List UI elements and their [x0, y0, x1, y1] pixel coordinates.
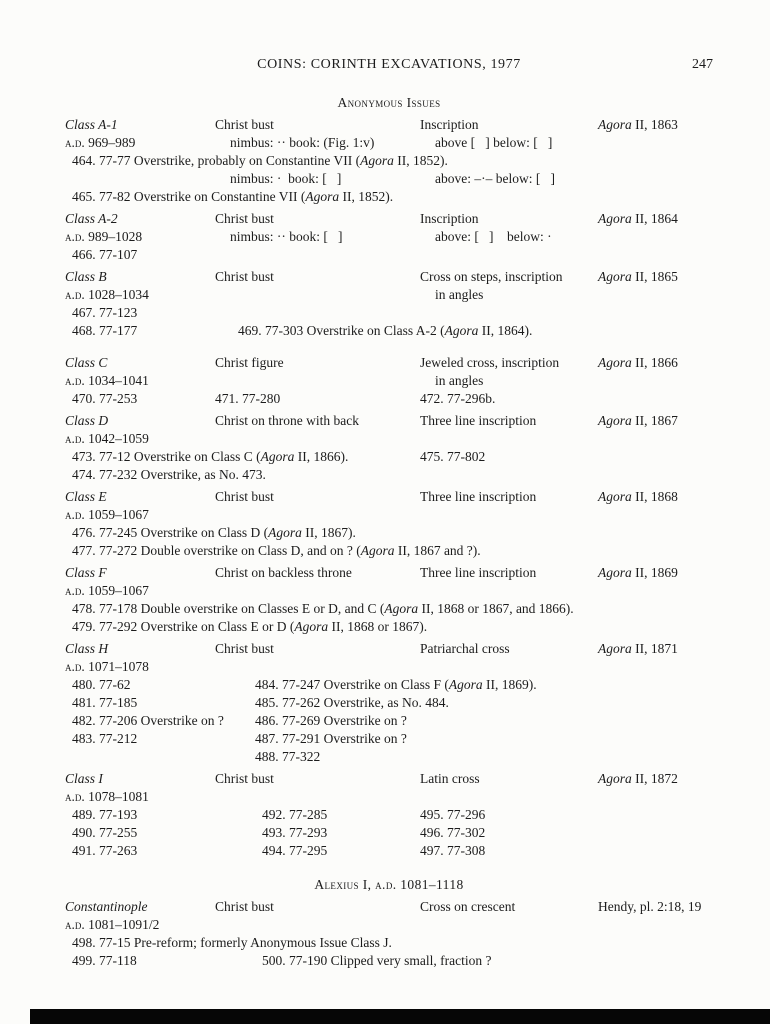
catalog-number: 493. 77-293 — [262, 825, 328, 840]
reverse-description: Three line inscription — [420, 565, 537, 580]
overstrike-note: 473. 77-12 Overstrike on Class C (Agora II, 1866). — [72, 449, 349, 464]
reverse-detail: above: [ ] below: · — [435, 229, 552, 244]
class-name: Class E — [65, 489, 107, 504]
obverse-detail: nimbus: ·· book: (Fig. 1:v) — [230, 135, 375, 150]
reference: Agora II, 1864 — [598, 211, 678, 226]
catalog-number: 483. 77-212 — [72, 731, 138, 746]
overstrike-note: 477. 77-272 Double overstrike on Class D, and on ? (Agora II, 1867 and ?). — [72, 543, 481, 558]
catalog-number: 480. 77-62 — [72, 677, 131, 692]
entry-class-f — [65, 564, 713, 636]
catalog-number: 467. 77-123 — [72, 305, 138, 320]
obverse-detail: nimbus: ·· book: [ ] — [230, 229, 343, 244]
catalog-number: 496. 77-302 — [420, 825, 486, 840]
reference: Agora II, 1869 — [598, 565, 678, 580]
page-content — [65, 0, 713, 974]
catalog-note: 500. 77-190 Clipped very small, fraction ? — [262, 953, 492, 968]
entry-class-c — [65, 354, 713, 408]
entry-constantinople — [65, 898, 713, 970]
reference: Agora II, 1871 — [598, 641, 678, 656]
reverse-description: Patriarchal cross — [420, 641, 510, 656]
date-range: a.d. 1078–1081 — [65, 789, 149, 804]
catalog-number: 481. 77-185 — [72, 695, 138, 710]
entry-class-a2 — [65, 210, 713, 264]
reverse-description: Cross on steps, inscription — [420, 269, 563, 284]
catalog-number: 470. 77-253 — [72, 391, 138, 406]
obverse-description: Christ on throne with back — [215, 413, 359, 428]
page-title: COINS: CORINTH EXCAVATIONS, 1977 — [257, 57, 521, 72]
class-name: Class I — [65, 771, 103, 786]
date-range: a.d. 1081–1091/2 — [65, 917, 160, 932]
overstrike-note: 464. 77-77 Overstrike, probably on Constantine VII (Agora II, 1852). — [72, 153, 448, 168]
page-header — [65, 56, 713, 74]
overstrike-note: 478. 77-178 Double overstrike on Classes E or D, and C (Agora II, 1868 or 1867, and 1866). — [72, 601, 574, 616]
catalog-number: 468. 77-177 — [72, 323, 138, 338]
catalog-number: 471. 77-280 — [215, 391, 281, 406]
overstrike-note: 465. 77-82 Overstrike on Constantine VII (Agora II, 1852). — [72, 189, 394, 204]
overstrike-note: 476. 77-245 Overstrike on Class D (Agora II, 1867). — [72, 525, 356, 540]
scan-edge-bar — [30, 1009, 770, 1024]
section-heading-alexius: Alexius I, a.d. 1081–1118 — [314, 877, 464, 892]
overstrike-note: 486. 77-269 Overstrike on ? — [255, 713, 407, 728]
catalog-number: 488. 77-322 — [255, 749, 321, 764]
obverse-description: Christ figure — [215, 355, 284, 370]
class-name: Class A-1 — [65, 117, 118, 132]
overstrike-note: 487. 77-291 Overstrike on ? — [255, 731, 407, 746]
date-range: a.d. 1071–1078 — [65, 659, 149, 674]
entry-class-i — [65, 770, 713, 860]
reference: Agora II, 1866 — [598, 355, 678, 370]
overstrike-note: 484. 77-247 Overstrike on Class F (Agora II, 1869). — [255, 677, 537, 692]
obverse-description: Christ bust — [215, 269, 274, 284]
reverse-description: Latin cross — [420, 771, 480, 786]
overstrike-note: 498. 77-15 Pre-reform; formerly Anonymous Issue Class J. — [72, 935, 392, 950]
reference: Hendy, pl. 2:18, 19 — [598, 899, 702, 914]
section-heading-anonymous-issues: Anonymous Issues — [337, 95, 441, 110]
date-range: a.d. 1028–1034 — [65, 287, 149, 302]
reference: Agora II, 1865 — [598, 269, 678, 284]
catalog-number: 475. 77-802 — [420, 449, 486, 464]
entry-class-e — [65, 488, 713, 560]
catalog-number: 495. 77-296 — [420, 807, 486, 822]
catalog-number: 489. 77-193 — [72, 807, 138, 822]
catalog-number: 472. 77-296b. — [420, 391, 496, 406]
obverse-detail: nimbus: · book: [ ] — [230, 171, 342, 186]
catalog-number: 494. 77-295 — [262, 843, 328, 858]
catalog-number: 499. 77-118 — [72, 953, 137, 968]
reverse-description: Inscription — [420, 117, 479, 132]
reverse-description: Three line inscription — [420, 413, 537, 428]
reference: Agora II, 1867 — [598, 413, 678, 428]
obverse-description: Christ bust — [215, 117, 274, 132]
entry-class-b — [65, 268, 713, 340]
class-name: Class H — [65, 641, 109, 656]
reference: Agora II, 1868 — [598, 489, 678, 504]
reference: Agora II, 1872 — [598, 771, 678, 786]
reverse-detail: above: –·– below: [ ] — [435, 171, 555, 186]
obverse-description: Christ bust — [215, 211, 274, 226]
obverse-description: Christ bust — [215, 771, 274, 786]
catalog-number: 482. 77-206 Overstrike on ? — [72, 713, 224, 728]
obverse-description: Christ bust — [215, 489, 274, 504]
reverse-detail: above [ ] below: [ ] — [435, 135, 553, 150]
class-name: Class C — [65, 355, 108, 370]
entry-class-h — [65, 640, 713, 766]
reverse-description: Inscription — [420, 211, 479, 226]
date-range: a.d. 989–1028 — [65, 229, 143, 244]
catalog-number: 490. 77-255 — [72, 825, 138, 840]
reverse-description-cont: in angles — [435, 373, 484, 388]
overstrike-note: 479. 77-292 Overstrike on Class E or D (Agora II, 1868 or 1867). — [72, 619, 428, 634]
class-name: Class A-2 — [65, 211, 118, 226]
reverse-description: Jeweled cross, inscription — [420, 355, 560, 370]
class-name: Class D — [65, 413, 109, 428]
date-range: a.d. 969–989 — [65, 135, 136, 150]
page-number: 247 — [692, 57, 713, 72]
overstrike-note: 474. 77-232 Overstrike, as No. 473. — [72, 467, 266, 482]
catalog-number: 492. 77-285 — [262, 807, 328, 822]
obverse-description: Christ on backless throne — [215, 565, 352, 580]
catalog-number: 497. 77-308 — [420, 843, 486, 858]
reverse-description: Cross on crescent — [420, 899, 516, 914]
reverse-description-cont: in angles — [435, 287, 484, 302]
catalog-number: 491. 77-263 — [72, 843, 138, 858]
reference: Agora II, 1863 — [598, 117, 678, 132]
obverse-description: Christ bust — [215, 641, 274, 656]
reverse-description: Three line inscription — [420, 489, 537, 504]
overstrike-note: 469. 77-303 Overstrike on Class A-2 (Agora II, 1864). — [238, 323, 533, 338]
entry-class-a1 — [65, 116, 713, 206]
catalog-number: 466. 77-107 — [72, 247, 138, 262]
overstrike-note: 485. 77-262 Overstrike, as No. 484. — [255, 695, 449, 710]
obverse-description: Christ bust — [215, 899, 274, 914]
class-name: Class F — [65, 565, 107, 580]
date-range: a.d. 1059–1067 — [65, 507, 149, 522]
date-range: a.d. 1034–1041 — [65, 373, 149, 388]
class-name: Class B — [65, 269, 107, 284]
entry-class-d — [65, 412, 713, 484]
date-range: a.d. 1059–1067 — [65, 583, 149, 598]
date-range: a.d. 1042–1059 — [65, 431, 149, 446]
mint-name: Constantinople — [65, 899, 148, 914]
